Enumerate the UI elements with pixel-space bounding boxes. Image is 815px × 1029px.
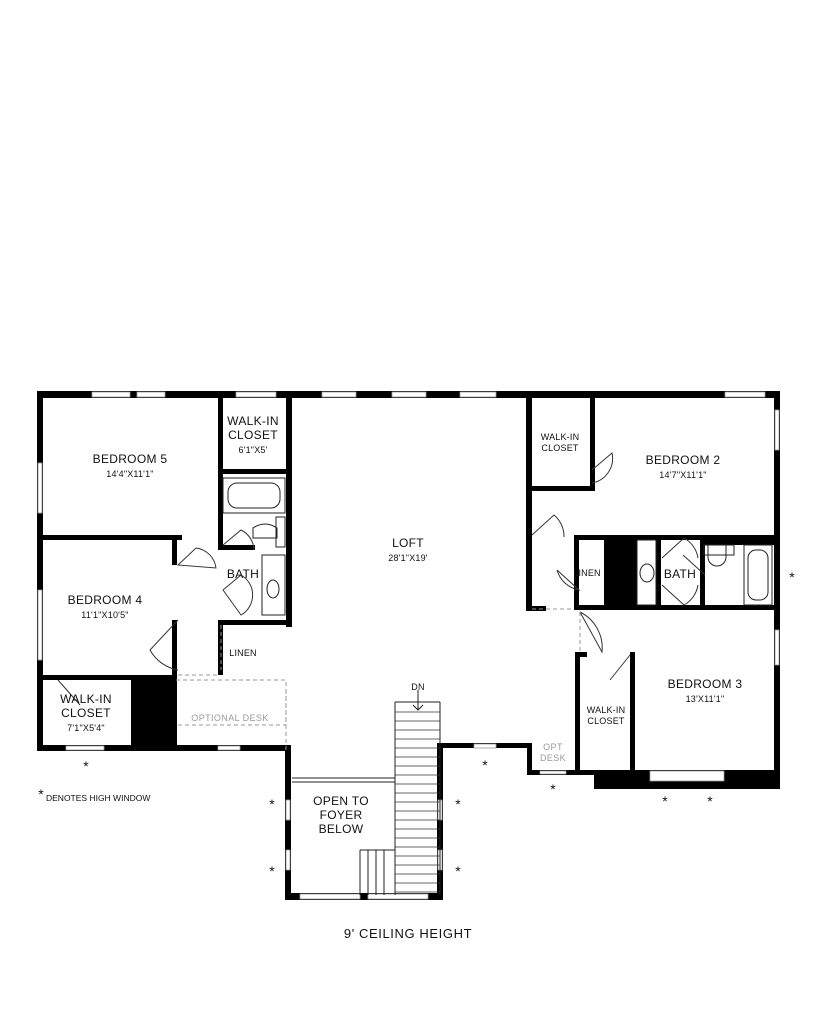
- exterior-walls: [37, 391, 780, 900]
- high-window-marker: *: [269, 796, 275, 812]
- ceiling-height: 9' CEILING HEIGHT: [343, 926, 473, 941]
- walkin-closet-top-line2: CLOSET: [228, 428, 278, 442]
- high-window-marker: *: [789, 569, 795, 585]
- staircase: [292, 690, 440, 895]
- bath-left-name: BATH: [226, 567, 260, 581]
- high-window-marker: *: [707, 793, 713, 809]
- walkin-closet-bed4-line2: CLOSET: [61, 706, 111, 720]
- high-window-marker: *: [269, 863, 275, 879]
- walkin-closet-top-dims: 6'1"X5': [238, 445, 268, 455]
- high-window-marker: *: [550, 781, 556, 797]
- legend-text: DENOTES HIGH WINDOW: [46, 793, 151, 803]
- walkin-closet-bed3-line2: CLOSET: [587, 716, 625, 726]
- walkin-closet-bed4-dims: 7'1"X5'4": [67, 723, 105, 733]
- bedroom5-dims: 14'4"X11'1": [106, 469, 154, 479]
- high-window-marker: *: [455, 796, 461, 812]
- bedroom4-dims: 11'1"X10'5": [81, 610, 129, 620]
- high-window-marker: *: [482, 757, 488, 773]
- legend: [38, 786, 150, 803]
- walkin-closet-bed4-line1: WALK-IN: [60, 692, 112, 706]
- loft-dims: 28'1"X19': [388, 553, 428, 563]
- linen-left-name: LINEN: [229, 648, 257, 658]
- bedroom4-name: BEDROOM 4: [67, 593, 143, 607]
- bedroom2-dims: 14'7"X11'1": [659, 470, 707, 480]
- bedroom3-name: BEDROOM 3: [667, 677, 743, 691]
- bedroom2-name: BEDROOM 2: [645, 453, 721, 467]
- linen-right-name: LINEN: [573, 568, 601, 578]
- high-window-marker: *: [83, 758, 89, 774]
- high-window-marker: *: [455, 863, 461, 879]
- walkin-closet-bed3-line1: WALK-IN: [586, 705, 626, 715]
- open-to-foyer-line3: BELOW: [318, 822, 364, 836]
- walkin-closet-top-line1: WALK-IN: [227, 414, 279, 428]
- bath-right-name: BATH: [663, 567, 697, 581]
- open-to-foyer-line1: OPEN TO: [313, 794, 369, 808]
- walkin-closet-bed2-line1: WALK-IN: [540, 432, 580, 442]
- walkin-closet-bed2-line2: CLOSET: [541, 443, 579, 453]
- high-window-marker: *: [662, 793, 668, 809]
- bedroom5-name: BEDROOM 5: [92, 452, 168, 466]
- optional-desk-label: OPTIONAL DESK: [191, 713, 269, 723]
- bedroom3-dims: 13'X11'1": [685, 694, 725, 704]
- opt-desk-line1: OPT: [543, 742, 563, 752]
- stairs-down-label: DN: [411, 682, 425, 692]
- legend-symbol: *: [38, 786, 44, 802]
- opt-desk-line2: DESK: [539, 753, 567, 763]
- loft-name: LOFT: [392, 536, 424, 550]
- open-to-foyer-line2: FOYER: [319, 808, 363, 822]
